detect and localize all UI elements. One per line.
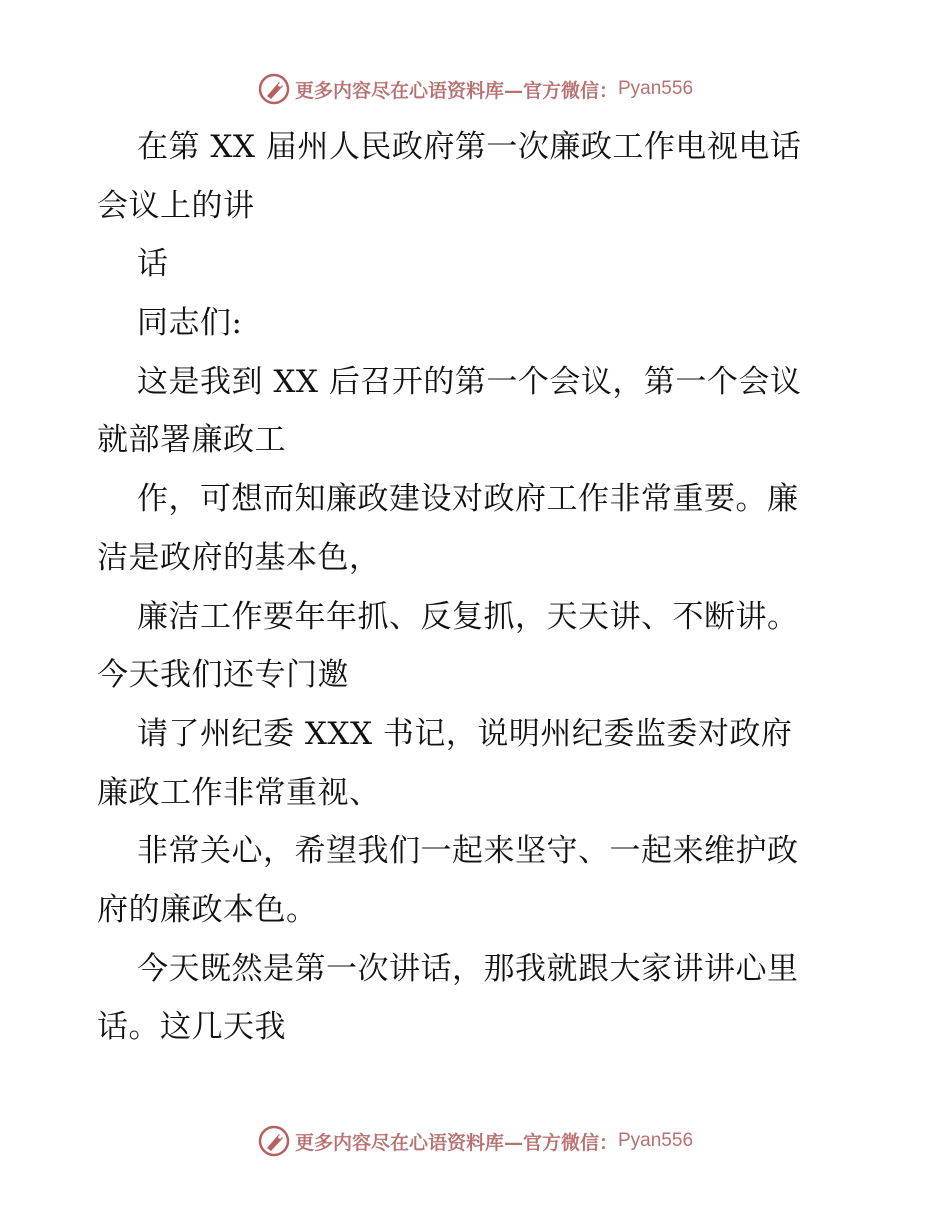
watermark-text: 更多内容尽在心语资料库—官方微信： (294, 79, 618, 102)
salutation: 同志们: (137, 305, 243, 342)
paragraph-line: 请了州纪委 XXX 书记，说明州纪委监委对政府 (137, 715, 793, 752)
title-line-1: 在第 XX 届州人民政府第一次廉政工作电视电话 (137, 129, 802, 165)
title-line-2: 会议上的讲 (97, 187, 255, 224)
paragraph-line: 今天既然是第一次讲话，那我就跟大家讲讲心里 (137, 950, 799, 987)
title-line-3: 话 (137, 246, 169, 283)
pen-nib-icon (257, 1124, 291, 1158)
paragraph-line: 廉政工作非常重视、 (97, 774, 381, 811)
footer-watermark (0, 1124, 950, 1158)
header-watermark (0, 72, 950, 106)
document-body (97, 118, 857, 1057)
watermark-wechat-id: Pyan556 (618, 1130, 694, 1151)
paragraph-line: 府的廉政本色。 (97, 891, 318, 928)
paragraph-line: 洁是政府的基本色， (97, 539, 381, 576)
paragraph-line: 作，可想而知廉政建设对政府工作非常重要。廉 (137, 481, 799, 518)
watermark-text: 更多内容尽在心语资料库—官方微信： (294, 1131, 618, 1154)
paragraph-line: 非常关心，希望我们一起来坚守、一起来维护政 (137, 833, 799, 870)
pen-nib-icon (257, 72, 291, 106)
paragraph-line: 这是我到 XX 后召开的第一个会议，第一个会议 (137, 363, 802, 400)
watermark-wechat-id: Pyan556 (618, 78, 694, 99)
paragraph-line: 今天我们还专门邀 (97, 657, 349, 694)
paragraph-line: 就部署廉政工 (97, 422, 286, 459)
paragraph-line: 廉洁工作要年年抓、反复抓，天天讲、不断讲。 (137, 598, 799, 635)
paragraph-line: 话。这几天我 (97, 1009, 286, 1046)
